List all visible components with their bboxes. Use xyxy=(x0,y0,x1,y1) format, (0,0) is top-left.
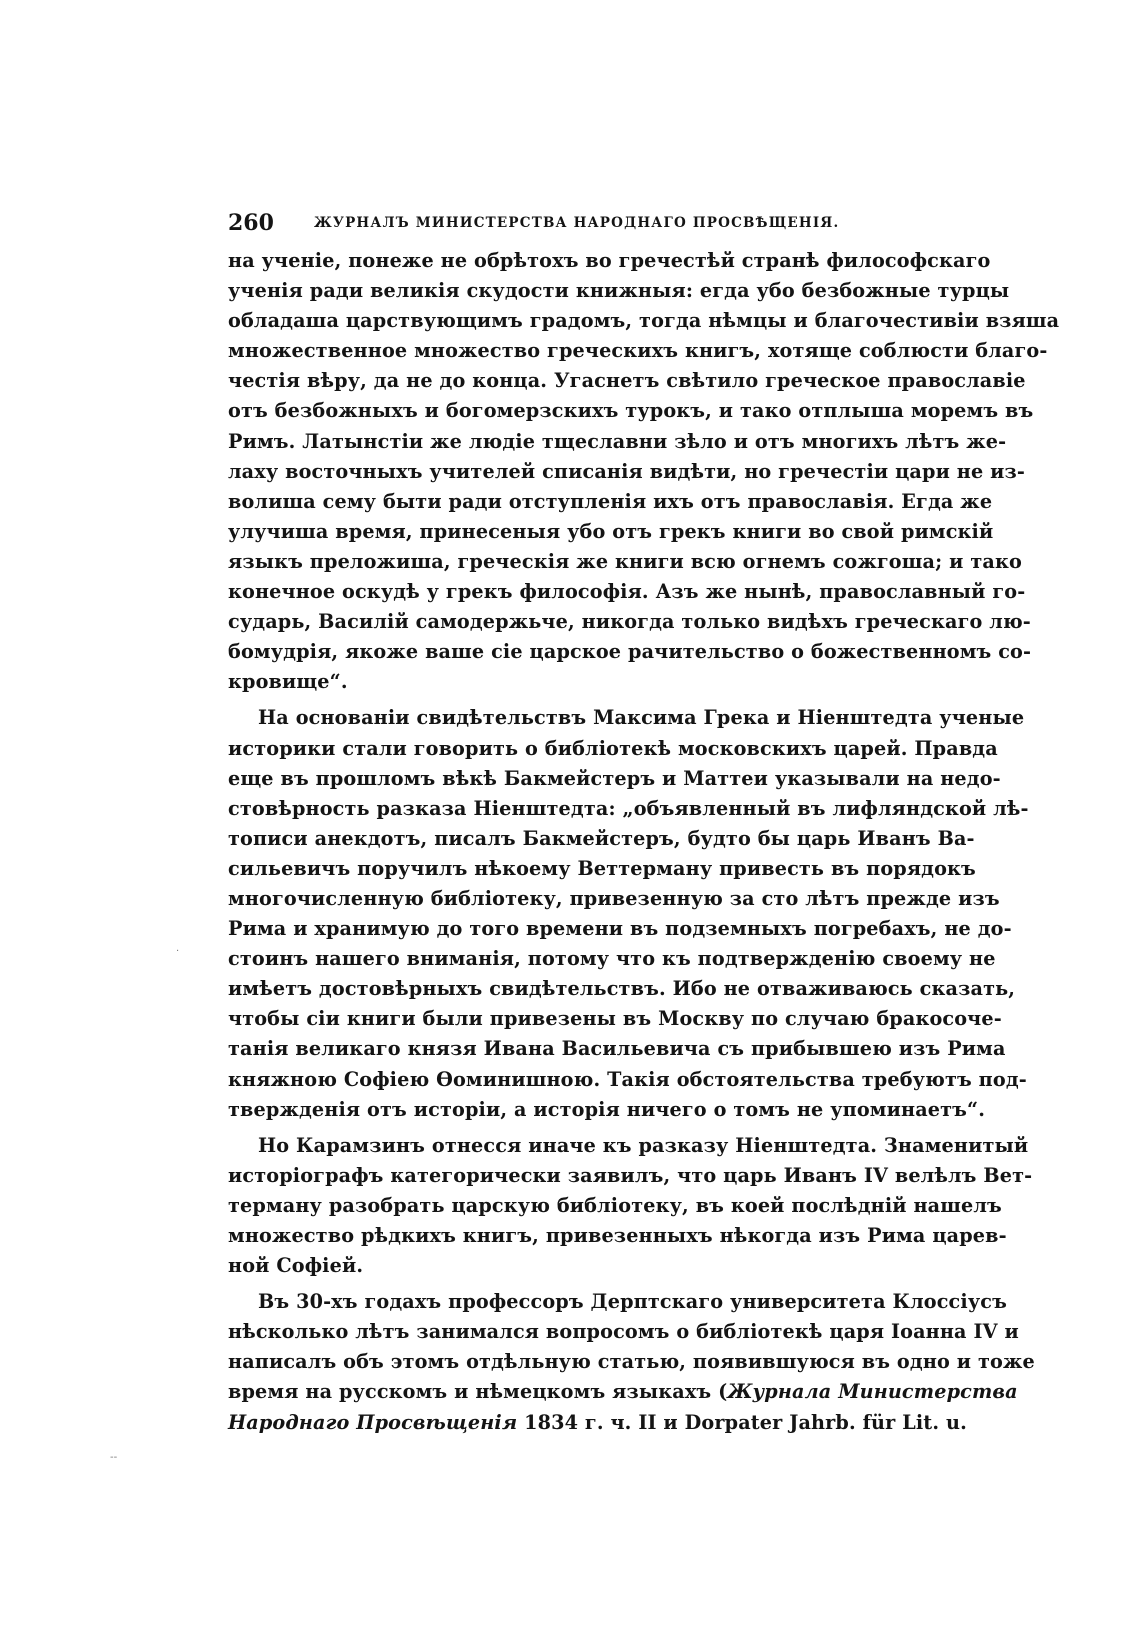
text-line: терману разобрать царскую библіотеку, въ коей послѣдній нашелъ xyxy=(228,1193,1002,1217)
text-line: стовѣрность разказа Ніенштедта: „объявленный въ лифляндской лѣ- xyxy=(228,796,1029,820)
text-line: Рима и хранимую до того времени въ подземныхъ погребахъ, не до- xyxy=(228,917,1012,941)
text-line: ученія ради великія скудости книжныя: егда убо безбожные турцы xyxy=(228,279,1010,303)
text-line: множественное множество греческихъ книгъ, хотяще соблюсти благо- xyxy=(228,339,1048,363)
paragraph xyxy=(228,246,1060,697)
text-line: танія великаго князя Ивана Васильевича съ прибывшею изъ Рима xyxy=(228,1037,1006,1061)
text-line: еще въ прошломъ вѣкѣ Бакмейстеръ и Маттеи указывали на недо- xyxy=(228,766,1001,790)
paragraph xyxy=(228,1287,1035,1437)
journal-title: ЖУРНАЛЪ МИНИСТЕРСТВА НАРОДНАГО ПРОСВѢЩЕНІЯ. xyxy=(314,215,840,231)
book-page xyxy=(228,200,1060,1438)
italic-title: Народнаго Просвѣщенія xyxy=(228,1410,518,1434)
body-text xyxy=(228,246,1060,1438)
text-line: языкъ преложиша, греческія же книги всю огнемъ сожгоша; и тако xyxy=(228,549,1022,573)
text-line: Народнаго Просвѣщенія 1834 г. ч. II и Dorpater Jahrb. für Lit. u. xyxy=(228,1410,967,1434)
text-line: историки стали говорить о библіотекѣ московскихъ царей. Правда xyxy=(228,736,998,760)
text-line: обладаша царствующимъ градомъ, тогда нѣмцы и благочестивіи взяша xyxy=(228,309,1060,333)
text-line: стоинъ нашего вниманія, потому что къ подтвержденію своему не xyxy=(228,947,996,971)
text-line: лаху восточныхъ учителей списанія видѣти, но гречестіи цари не из- xyxy=(228,459,1026,483)
text-line: волиша сему быти ради отступленія ихъ отъ православія. Егда же xyxy=(228,489,993,513)
text-line: исторіографъ категорически заявилъ, что царь Иванъ IV велѣлъ Вет- xyxy=(228,1163,1033,1187)
text-line: Римъ. Латынстіи же людіе тщеславни зѣло и отъ многихъ лѣтъ же- xyxy=(228,429,1007,453)
margin-dot: · xyxy=(176,946,180,957)
text-line: на ученіе, понеже не обрѣтохъ во гречестѣй странѣ философскаго xyxy=(228,249,991,272)
text-line: ной Софіей. xyxy=(228,1254,364,1278)
text-line: улучиша время, принесеныя убо отъ грекъ книги во свой римскій xyxy=(228,519,994,543)
text-line: Но Карамзинъ отнесся иначе къ разказу Ніенштедта. Знаменитый xyxy=(258,1133,1029,1157)
text-line: нѣсколько лѣтъ занимался вопросомъ о библіотекѣ царя Іоанна IV и xyxy=(228,1320,1019,1344)
text-line: бомудрія, якоже ваше сіе царское рачительство о божественномъ со- xyxy=(228,640,1032,664)
text-line: конечное оскудѣ у грекъ философія. Азъ же нынѣ, православный го- xyxy=(228,580,1026,604)
text-line: княжною Софіею Ѳоминишною. Такія обстоятельства требуютъ под- xyxy=(228,1067,1027,1091)
text-line: множество рѣдкихъ книгъ, привезенныхъ нѣкогда изъ Рима царев- xyxy=(228,1224,1007,1247)
margin-dash: -- xyxy=(110,1452,118,1463)
paragraph xyxy=(228,1131,1033,1281)
text-line: отъ безбожныхъ и богомерзскихъ турокъ, и тако отплыша моремъ въ xyxy=(228,399,1034,423)
text-line: тописи анекдотъ, писалъ Бакмейстеръ, будто бы царь Иванъ Ва- xyxy=(228,826,975,850)
text-line: На основаніи свидѣтельствъ Максима Грека и Ніенштедта ученые xyxy=(258,706,1025,730)
text-line: Въ 30-хъ годахъ профессоръ Дерптскаго университета Клоссіусъ xyxy=(258,1290,1007,1314)
text-line: сильевичъ поручилъ нѣкоему Веттерману привесть въ порядокъ xyxy=(228,856,976,880)
text-line: многочисленную библіотеку, привезенную за сто лѣтъ прежде изъ xyxy=(228,886,1000,910)
text-line: честія вѣру, да не до конца. Угаснетъ свѣтило греческое православіе xyxy=(228,369,1026,393)
page-number: 260 xyxy=(228,210,274,236)
paragraph xyxy=(228,703,1029,1124)
text-line: чтобы сіи книги были привезены въ Москву по случаю бракосоче- xyxy=(228,1007,1002,1031)
text-line: имѣетъ достовѣрныхъ свидѣтельствъ. Ибо не отваживаюсь сказать, xyxy=(228,977,1016,1001)
text-line: время на русскомъ и нѣмецкомъ языкахъ (Журнала Министерства xyxy=(228,1380,1018,1404)
text-line: кровище“. xyxy=(228,670,348,694)
italic-title: Журнала Министерства xyxy=(727,1380,1018,1404)
text-line: сударь, Василій самодержьче, никогда только видѣхъ греческаго лю- xyxy=(228,610,1031,634)
text-line: написалъ объ этомъ отдѣльную статью, появившуюся въ одно и тоже xyxy=(228,1350,1035,1374)
running-head xyxy=(228,200,953,236)
text-line: твержденія отъ исторіи, а исторія ничего о томъ не упоминаетъ“. xyxy=(228,1097,986,1121)
